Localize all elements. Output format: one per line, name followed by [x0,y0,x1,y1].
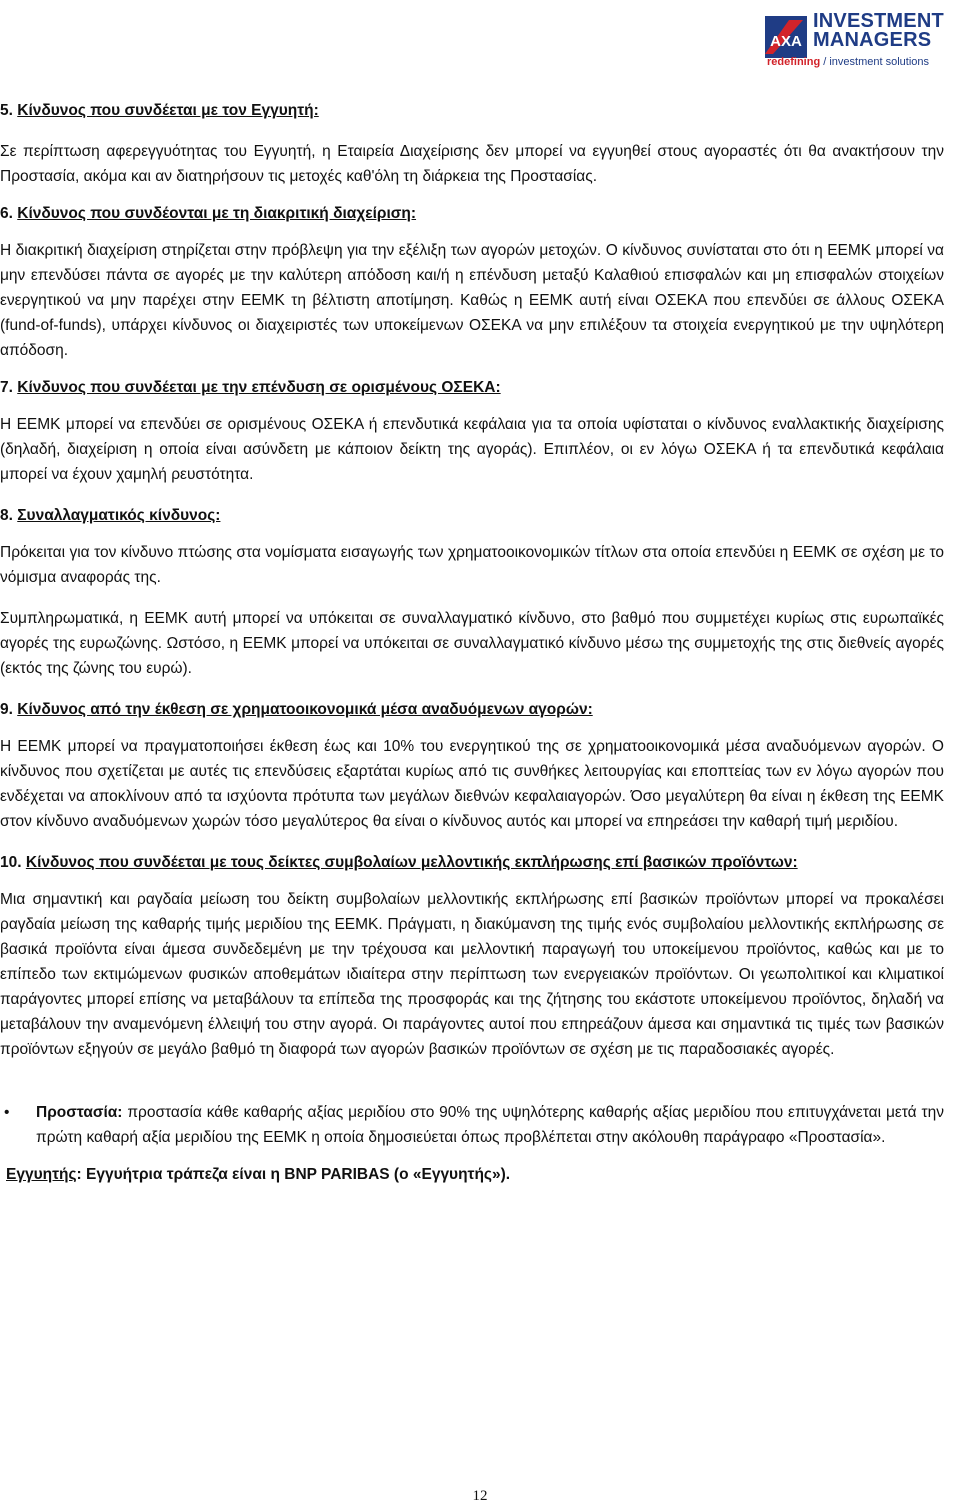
section-number: 6. [0,205,13,222]
logo-tag-rest: / investment solutions [820,56,930,68]
section-title: Κίνδυνος που συνδέονται με τη διακριτική διαχείριση: [17,205,417,222]
document-body [0,98,944,1187]
protection-text: προστασία κάθε καθαρής αξίας μεριδίου στο 90% της υψηλότερης καθαρής αξίας μεριδίου που επιτυγχάνεται μετά την πρώτη καθαρή αξία μεριδίου της ΕΕΜΚ η οποία δημοσιεύεται όπως προβλέπεται στην ακόλουθη παράγραφο «Προστασία». [36,1104,944,1146]
section-number: 10. [0,854,22,871]
section-8-heading [0,503,944,528]
section-6-body: Η διακριτική διαχείριση στηρίζεται στην πρόβλεψη για την εξέλιξη των αγορών μετοχών. Ο κίνδυνος συνίσταται στο ότι η ΕΕΜΚ μπορεί να μην επενδύσει πάντα σε αγορές με την καλύτερη απόδοση και/ή η επένδυση μεταξύ Καλαθιού επισφαλών και μη επισφαλών στοιχείων ενεργητικού να μην παρέχει στην ΕΕΜΚ τη βέλτιστη αποτίμηση. Καθώς η ΕΕΜΚ αυτή είναι ΟΣΕΚΑ που επενδύει σε άλλους ΟΣΕΚΑ (fund-of-funds), υπάρχει κίνδυνος οι διαχειριστές των υποκείμενων ΟΣΕΚΑ να μην επιλέξουν τα στοιχεία ενεργητικού με την υψηλότερη απόδοση. [0,242,944,359]
section-8-body-1: Πρόκειται για τον κίνδυνο πτώσης στα νομίσματα εισαγωγής των χρηματοοικονομικών τίτλων στα οποία επενδύει η ΕΕΜΚ σε σχέση με το νόμισμα αναφοράς της. [0,544,944,586]
section-10-heading [0,850,944,875]
axa-im-logo [765,6,957,74]
section-9-heading [0,697,944,722]
section-5-heading [0,98,944,123]
protection-label: Προστασία: [36,1104,123,1121]
section-title: Κίνδυνος που συνδέεται με την επένδυση σε ορισμένους ΟΣΕΚΑ: [17,379,501,396]
section-title: Κίνδυνος που συνδέεται με τον Εγγυητή: [17,102,319,119]
section-7-body: Η ΕΕΜΚ μπορεί να επενδύει σε ορισμένους ΟΣΕΚΑ ή επενδυτικά κεφάλαια για τα οποία υφίσταται ο κίνδυνος εναλλακτικής διαχείρισης (δηλαδή, διαχείριση η οποία είναι ασύνδετη με κάποιον δείκτη της αγοράς). Επιπλέον, οι εν λόγω ΟΣΕΚΑ ή τα επενδυτικά κεφάλαια μπορεί να έχουν χαμηλή ρευστότητα. [0,416,944,483]
section-6-heading [0,201,944,226]
axa-logo-icon [765,16,807,58]
logo-wordmark [813,12,944,50]
section-9-body: Η ΕΕΜΚ μπορεί να πραγματοποιήσει έκθεση έως και 10% του ενεργητικού της σε χρηματοοικονομικά μέσα αναδυόμενων αγορών. Ο κίνδυνος που σχετίζεται με αυτές τις επενδύσεις εξαρτάται κυρίως από τις συνθήκες λειτουργίας και εποπτείας των εν λόγω αγορών που ενδέχεται να αποκλίνουν από τα ισχύοντα πρότυπα των μεγάλων διεθνών κεφαλαιαγορών. Όσο μεγαλύτερη θα είναι η έκθεση της ΕΕΜΚ στον κίνδυνο αναδυόμενων χωρών τόσο μεγαλύτερος θα είναι ο κίνδυνος αυτός και μπορεί να επηρεάσει την καθαρή τιμή μεριδίου. [0,738,944,830]
logo-tagline [767,56,929,68]
section-5-body: Σε περίπτωση αφερεγγυότητας του Εγγυητή, η Εταιρεία Διαχείρισης δεν μπορεί να εγγυηθεί στους αγοραστές ότι θα ανακτήσουν την Προστασία, ακόμα και αν διατηρήσουν τις μετοχές καθ'όλη τη διάρκεια της Προστασίας. [0,143,944,185]
protection-bullet [0,1100,944,1150]
page-number: 12 [472,1488,488,1504]
section-title: Συναλλαγματικός κίνδυνος: [17,507,221,524]
section-number: 9. [0,701,13,718]
section-number: 7. [0,379,13,396]
logo-line-2: MANAGERS [813,29,932,51]
guarantor-line [0,1162,944,1187]
section-7-heading [0,375,944,400]
bullet-icon: • [4,1104,10,1121]
logo-tag-bold: redefining [767,56,821,68]
section-title: Κίνδυνος από την έκθεση σε χρηματοοικονομικά μέσα αναδυόμενων αγορών: [17,701,593,718]
section-number: 5. [0,102,13,119]
section-title: Κίνδυνος που συνδέεται με τους δείκτες συμβολαίων μελλοντικής εκπλήρωσης επί βασικών προϊόντων: [25,854,798,871]
logo-line-1: INVESTMENT [813,10,944,32]
guarantor-label: Εγγυητής [6,1166,77,1183]
svg-text:AXA: AXA [770,33,802,50]
section-number: 8. [0,507,13,524]
section-10-body: Μια σημαντική και ραγδαία μείωση του δείκτη συμβολαίων μελλοντικής εκπλήρωσης επί βασικών προϊόντων μπορεί να προκαλέσει ραγδαία μείωση της καθαρής τιμής μεριδίου της ΕΕΜΚ. Πράγματι, η διακύμανση της τιμής ενός συμβολαίου μελλοντικής εκπλήρωσης σε βασικά προϊόντα είναι άμεσα συνδεδεμένη με την τρέχουσα και μελλοντική παραγωγή του υποκείμενου προϊόντος, καθώς και με το επίπεδο των εκτιμώμενων φυσικών αποθεμάτων ιδιαίτερα στην περίπτωση των ενεργειακών προϊόντων. Οι γεωπολιτικοί και κλιματικοί παράγοντες μπορεί επίσης να μεταβάλουν τα επίπεδα της προσφοράς και της ζήτησης του εκάστοτε υποκείμενου προϊόντος, δηλαδή να μεταβάλουν την αναμενόμενη έλλειψή του στην αγορά. Οι παράγοντες αυτοί που επηρεάζουν άμεσα και σημαντικά τις τιμές των βασικών προϊόντων εξηγούν σε μεγάλο βαθμό τη διαφορά των αγορών βασικών προϊόντων σε σχέση με τις παραδοσιακές αγορές. [0,891,944,1058]
guarantor-text: : Εγγυήτρια τράπεζα είναι η BNP PARIBAS (ο «Εγγυητής»). [76,1166,511,1183]
section-8-body-2: Συμπληρωματικά, η ΕΕΜΚ αυτή μπορεί να υπόκειται σε συναλλαγματικό κίνδυνο, στο βαθμό που συμμετέχει κυρίως στις ευρωπαϊκές αγορές της ευρωζώνης. Ωστόσο, η ΕΕΜΚ μπορεί να υπόκειται σε συναλλαγματικό κίνδυνο μέσω της συμμετοχής της στις διεθνείς αγορές (εκτός της ζώνης του ευρώ). [0,610,944,677]
